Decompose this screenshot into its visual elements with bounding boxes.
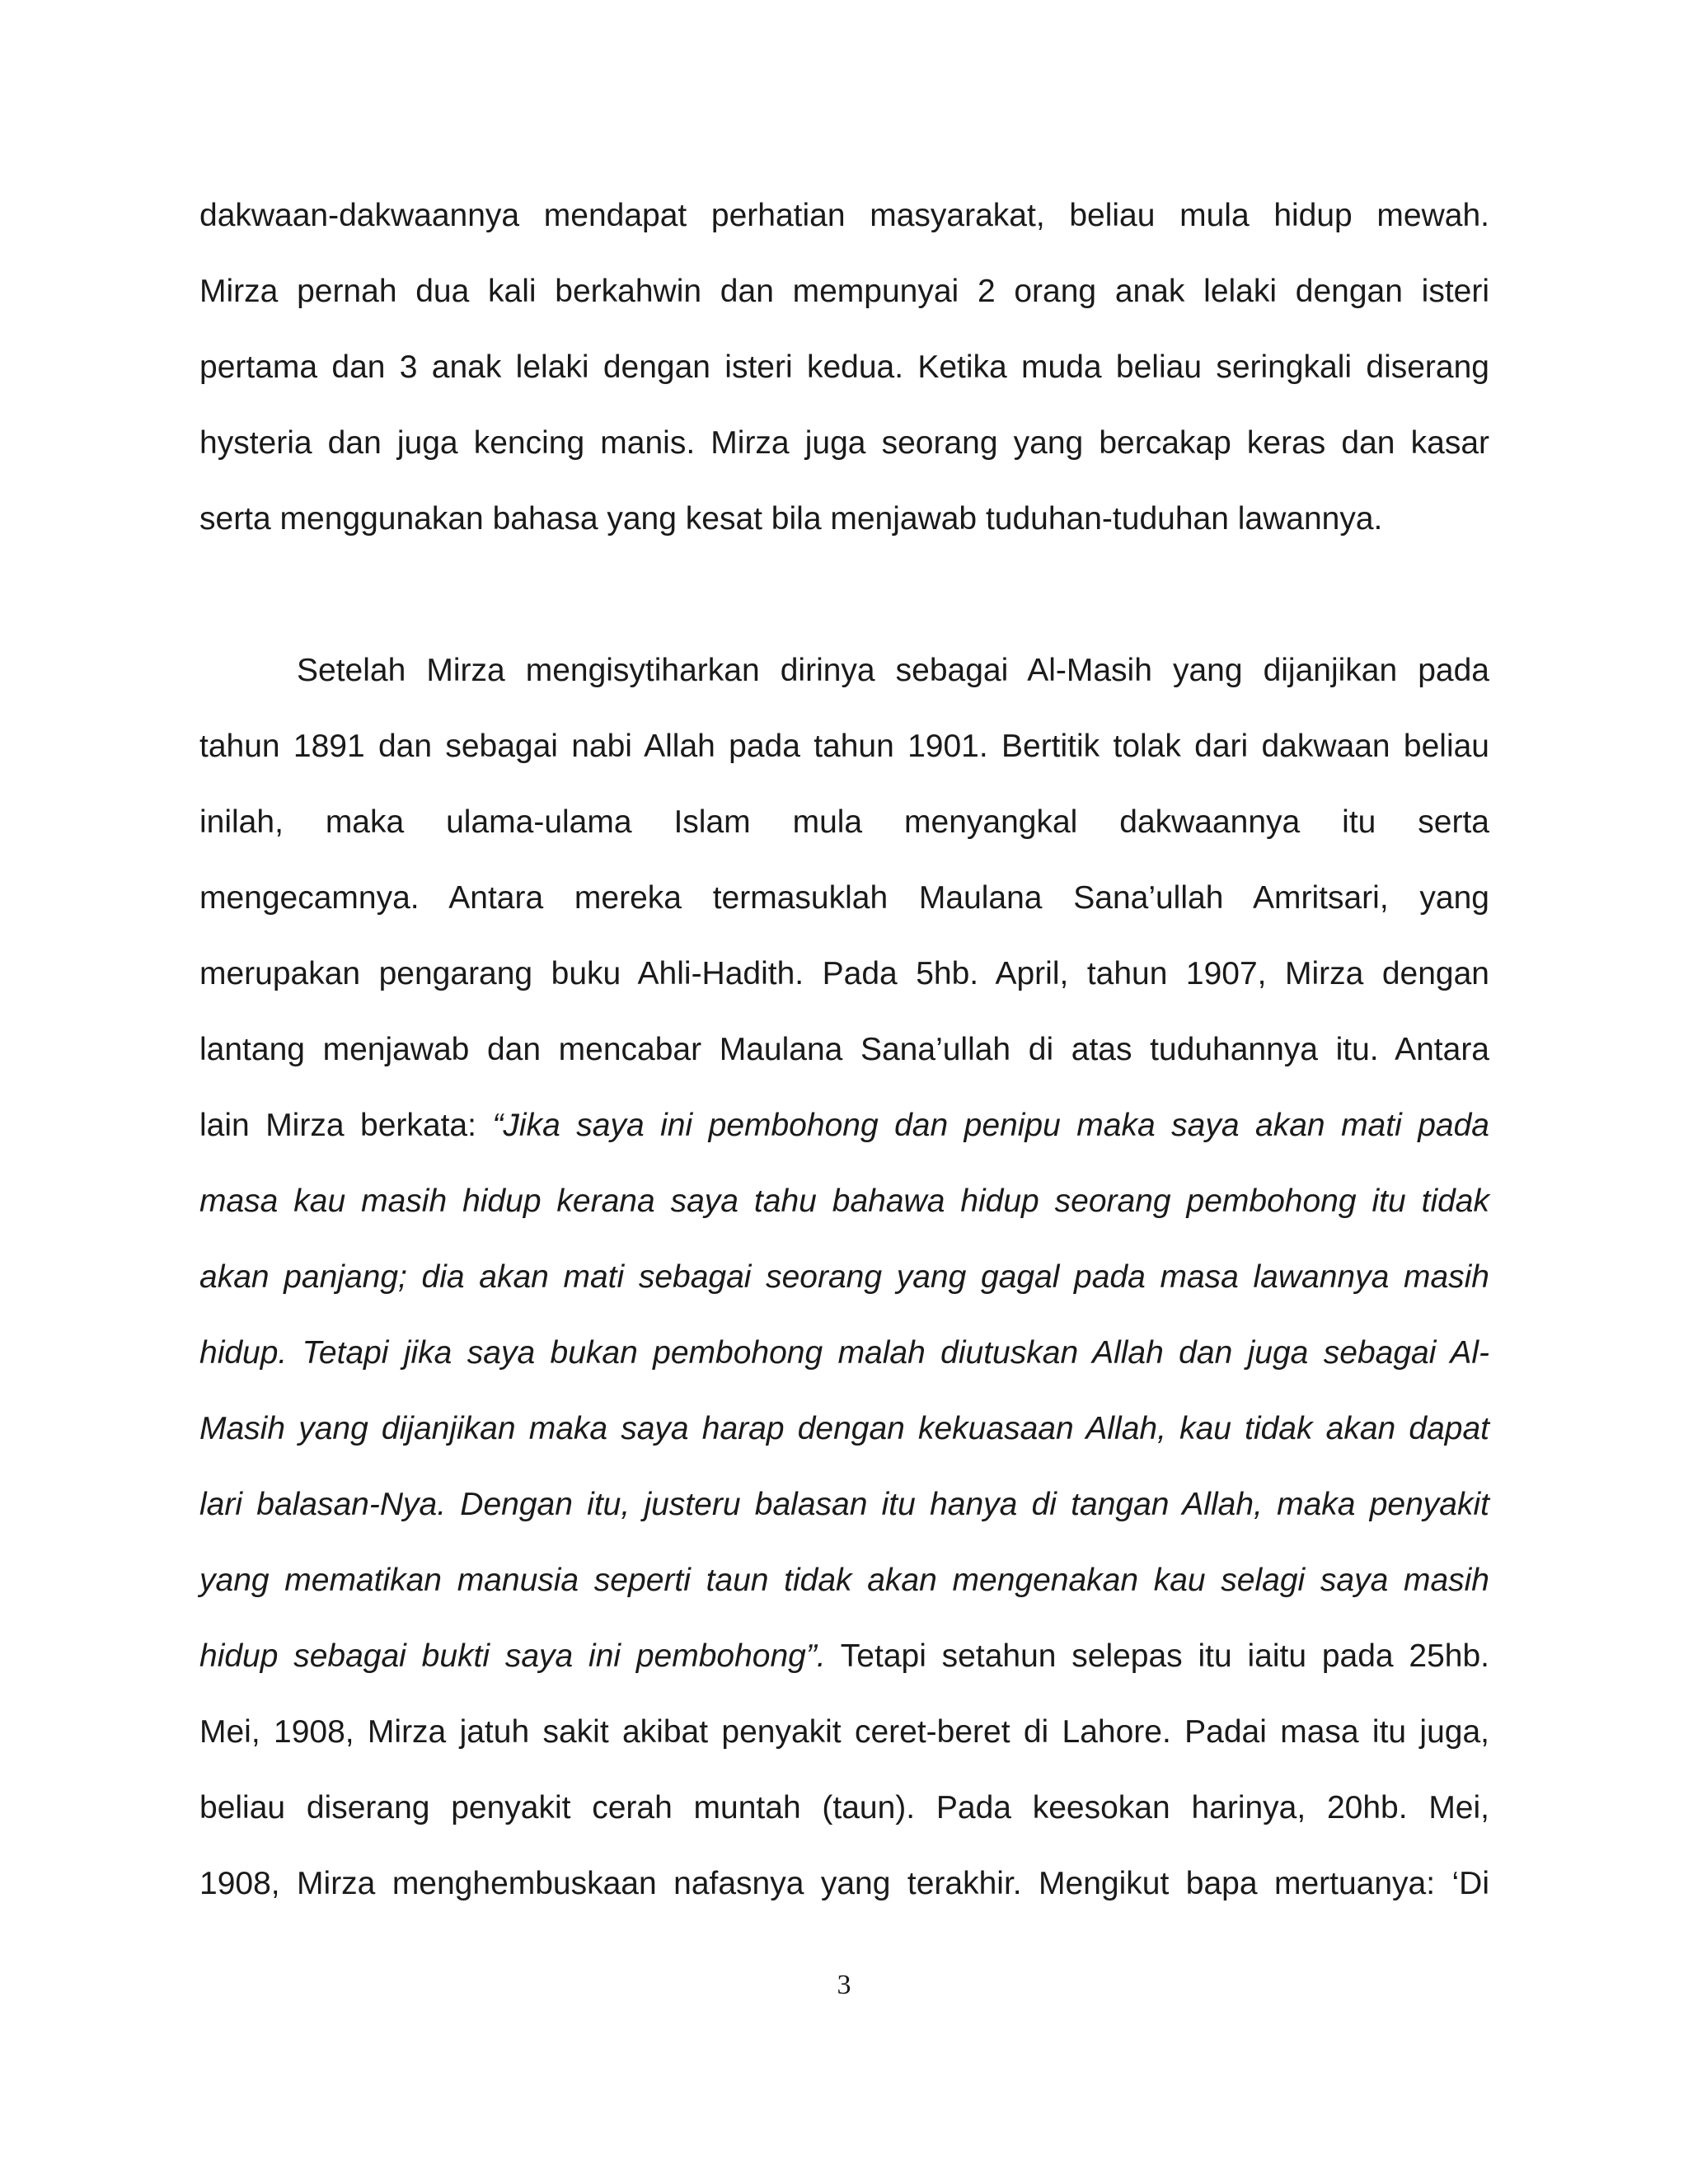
text-line-mixed bbox=[199, 1619, 1489, 1694]
text-normal: lain Mirza berkata: bbox=[199, 1108, 493, 1143]
text-line: Mirza pernah dua kali berkahwin dan mempunyai 2 orang anak lelaki dengan isteri bbox=[199, 274, 1489, 309]
text-line: hysteria dan juga kencing manis. Mirza juga seorang yang bercakap keras dan kasar bbox=[199, 425, 1489, 461]
paragraph-2 bbox=[199, 633, 1489, 1922]
text-line: Mei, 1908, Mirza jatuh sakit akibat penyakit ceret-beret di Lahore. Padai masa itu juga, bbox=[199, 1714, 1489, 1750]
text-line: lantang menjawab dan mencabar Maulana Sana’ullah di atas tuduhannya itu. Antara bbox=[199, 1032, 1489, 1067]
quote-line: masa kau masih hidup kerana saya tahu bahawa hidup seorang pembohong itu tidak bbox=[199, 1183, 1489, 1219]
text-line: merupakan pengarang buku Ahli-Hadith. Pada 5hb. April, tahun 1907, Mirza dengan bbox=[199, 956, 1489, 991]
quote-line: hidup. Tetapi jika saya bukan pembohong malah diutuskan Allah dan juga sebagai Al- bbox=[199, 1335, 1489, 1371]
text-line-mixed bbox=[199, 1088, 1489, 1164]
text-normal: Tetapi setahun selepas itu iaitu pada 25hb. bbox=[825, 1638, 1489, 1674]
text-line: beliau diserang penyakit cerah muntah (taun). Pada keesokan harinya, 20hb. Mei, bbox=[199, 1790, 1489, 1825]
text-line: dakwaan-dakwaannya mendapat perhatian masyarakat, beliau mula hidup mewah. bbox=[199, 198, 1489, 233]
quote-text: hidup sebagai bukti saya ini pembohong”. bbox=[199, 1638, 826, 1674]
quote-line: akan panjang; dia akan mati sebagai seorang yang gagal pada masa lawannya masih bbox=[199, 1259, 1489, 1295]
quote-line: yang mematikan manusia seperti taun tidak akan mengenakan kau selagi saya masih bbox=[199, 1563, 1489, 1598]
text-line: 1908, Mirza menghembuskaan nafasnya yang terakhir. Mengikut bapa mertuanya: ‘Di bbox=[199, 1866, 1489, 1901]
page-number: 3 bbox=[837, 1970, 851, 2000]
text-line: serta menggunakan bahasa yang kesat bila menjawab tuduhan-tuduhan lawannya. bbox=[199, 501, 1383, 537]
quote-line: Masih yang dijanjikan maka saya harap dengan kekuasaan Allah, kau tidak akan dapat bbox=[199, 1411, 1489, 1446]
text-line: inilah, maka ulama-ulama Islam mula menyangkal dakwaannya itu serta bbox=[199, 804, 1489, 840]
paragraph-1 bbox=[199, 178, 1489, 557]
text-line: tahun 1891 dan sebagai nabi Allah pada tahun 1901. Bertitik tolak dari dakwaan beliau bbox=[199, 729, 1489, 764]
text-line: Setelah Mirza mengisytiharkan dirinya sebagai Al-Masih yang dijanjikan pada bbox=[297, 653, 1489, 688]
text-line: pertama dan 3 anak lelaki dengan isteri kedua. Ketika muda beliau seringkali diserang bbox=[199, 349, 1489, 385]
quote-text: “Jika saya ini pembohong dan penipu maka saya akan mati pada bbox=[492, 1108, 1489, 1143]
quote-line: lari balasan-Nya. Dengan itu, justeru balasan itu hanya di tangan Allah, maka penyakit bbox=[199, 1487, 1489, 1522]
text-line: mengecamnya. Antara mereka termasuklah Maulana Sana’ullah Amritsari, yang bbox=[199, 880, 1489, 916]
